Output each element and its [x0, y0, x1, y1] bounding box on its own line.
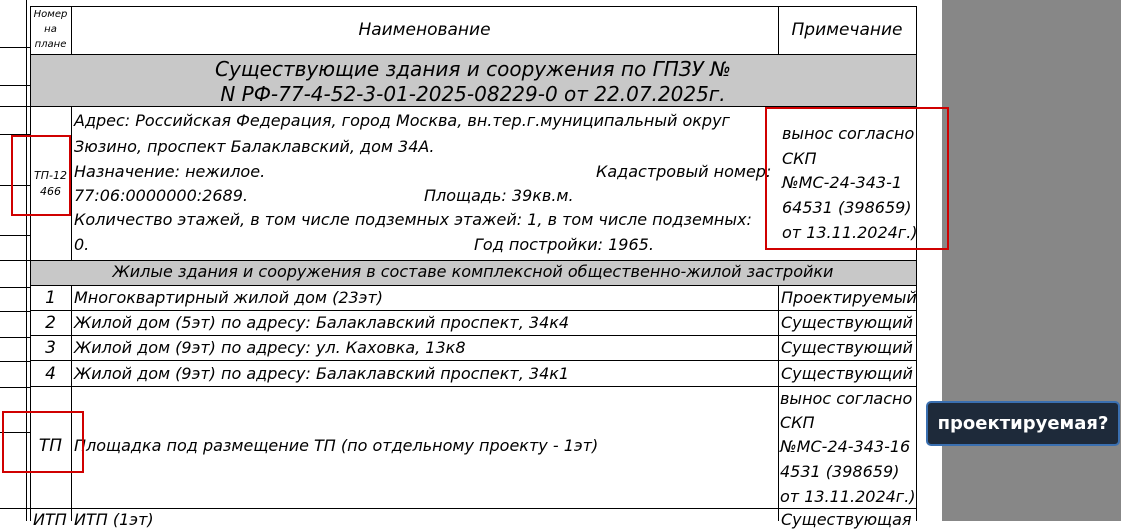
existing-row-area: Площадь: 39кв.м. [424, 186, 574, 205]
highlight-box-tp-number [2, 411, 84, 473]
tp-row-name: Площадка под размещение ТП (по отдельному проекту - 1эт) [74, 436, 599, 455]
header-name: Наименование [358, 20, 491, 40]
table-row-2-number: 2 [45, 313, 56, 333]
existing-row-number-line2: 466 [40, 185, 61, 198]
section-existing-title-line1: Существующие здания и сооружения по ГПЗУ № [215, 57, 731, 81]
table-row-4-name: Жилой дом (9эт) по адресу: Балаклавский проспект, 34к1 [74, 364, 570, 383]
existing-row-note-2: СКП [782, 149, 817, 168]
tp-row-note-4: 4531 (398659) [780, 462, 900, 481]
highlight-box-existing-number [11, 135, 71, 216]
tp-row-number: ТП [38, 436, 63, 456]
existing-row-cadastral-number: 77:06:0000000:2689. [74, 186, 248, 205]
highlight-box-existing-note [765, 107, 949, 250]
tp-row-note-1: вынос согласно [780, 389, 913, 408]
existing-row-year: Год постройки: 1965. [474, 235, 654, 254]
existing-row-purpose: Назначение: нежилое. [74, 162, 266, 181]
existing-row-floors: Количество этажей, в том числе подземных этажей: 1, в том числе подземных: [74, 210, 752, 229]
table-row-2-note: Существующий [781, 313, 913, 332]
comment-tooltip[interactable] [926, 401, 1120, 446]
table-row-3-number: 3 [45, 338, 56, 358]
table-row-1-note: Проектируемый [781, 288, 917, 307]
existing-row-note-5: от 13.11.2024г.) [782, 223, 918, 242]
header-note: Примечание [791, 20, 903, 40]
table-row-1-number: 1 [45, 288, 56, 308]
section-residential-title: Жилые здания и сооружения в составе комплексной общественно-жилой застройки [112, 262, 834, 281]
partial-row-name: ИТП (1эт) [74, 510, 154, 529]
tp-row-note-5: от 13.11.2024г.) [780, 487, 916, 506]
existing-row-number-line1: ТП-12 [34, 169, 67, 182]
table-row-4-note: Существующий [781, 364, 913, 383]
tp-row-note-3: №МС-24-343-16 [780, 437, 911, 456]
partial-row-note: Существующая [781, 510, 912, 529]
header-number-line3: плане [34, 39, 67, 50]
existing-row-note-1: вынос согласно [782, 124, 915, 143]
comment-tooltip-text: проектируемая? [937, 413, 1109, 434]
existing-row-note-3: №МС-24-343-1 [782, 173, 903, 192]
table-row-2-name: Жилой дом (5эт) по адресу: Балаклавский проспект, 34к4 [74, 313, 570, 332]
header-number-line1: Номер [33, 9, 68, 20]
table-row-1-name: Многоквартирный жилой дом (23эт) [74, 288, 384, 307]
existing-row-address: Адрес: Российская Федерация, город Москва, вн.тер.г.муниципальный округ [74, 111, 730, 130]
table-row-3-note: Существующий [781, 338, 913, 357]
existing-row-cadastral-label: Кадастровый номер: [596, 162, 772, 181]
table-row-3-name: Жилой дом (9эт) по адресу: ул. Каховка, 13к8 [74, 338, 466, 357]
section-existing-title-line2: N РФ-77-4-52-3-01-2025-08229-0 от 22.07.2025г. [220, 82, 726, 106]
header-number-line2: на [44, 24, 57, 35]
existing-row-address-cont: Зюзино, проспект Балаклавский, дом 34А. [74, 137, 435, 156]
table-row-4-number: 4 [45, 364, 56, 384]
existing-row-floors-cont: 0. [74, 235, 90, 254]
partial-row-number: ИТП [33, 510, 67, 529]
existing-row-note-4: 64531 (398659) [782, 198, 912, 217]
tp-row-note-2: СКП [780, 413, 815, 432]
